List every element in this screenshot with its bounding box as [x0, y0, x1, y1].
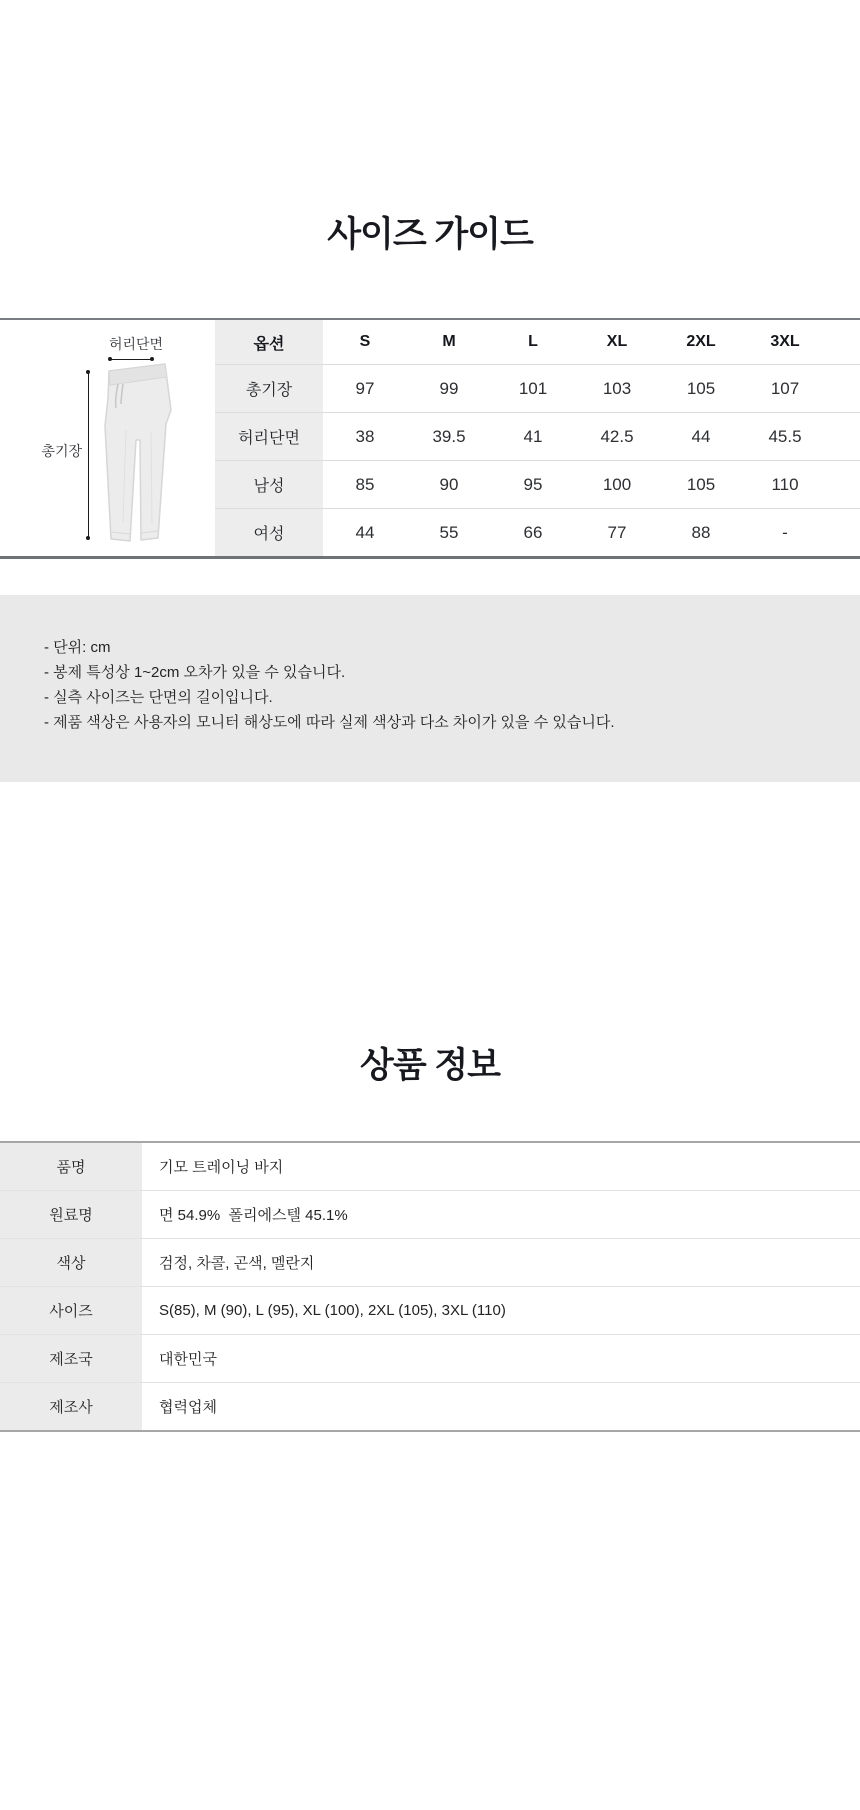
size-value-cell: 105 [659, 461, 743, 509]
info-label-cell: 원료명 [0, 1191, 142, 1239]
pants-illustration-icon [96, 360, 180, 546]
measure-dot [86, 370, 90, 374]
size-value-cell: 77 [607, 522, 627, 542]
note-line: - 단위: cm [44, 639, 111, 656]
measure-dot [108, 357, 112, 361]
info-row-product-name [0, 1142, 860, 1191]
size-guide-section [0, 318, 860, 559]
size-table-header-row [215, 320, 860, 365]
size-table-row-waist [215, 413, 860, 461]
size-value-cell: 99 [407, 365, 491, 413]
length-measure-line [88, 372, 89, 538]
size-filler-cell [827, 461, 860, 509]
size-value-cell: 55 [439, 522, 459, 542]
size-header-cell: 3XL [743, 320, 827, 365]
size-value-cell: 66 [523, 522, 543, 542]
product-info-table [0, 1141, 860, 1432]
info-label-cell: 제조국 [0, 1335, 142, 1383]
info-label-cell: 사이즈 [0, 1287, 142, 1335]
note-line: - 제품 색상은 사용자의 모니터 해상도에 따라 실제 색상과 다소 차이가 있을 수 있습니다. [44, 714, 615, 731]
size-guide-title: 사이즈 가이드 [327, 215, 533, 254]
size-value-cell: 97 [323, 365, 407, 413]
size-table-row-women [215, 509, 860, 557]
size-header-cell: 2XL [659, 320, 743, 365]
size-value-cell: 101 [491, 365, 575, 413]
size-value-cell: 90 [407, 461, 491, 509]
size-row-label-cell: 남성 [215, 461, 323, 509]
size-filler-cell [827, 365, 860, 413]
waist-dimension-label: 허리단면 [108, 336, 164, 352]
note-line: - 봉제 특성상 1~2cm 오차가 있을 수 있습니다. [44, 664, 346, 681]
info-value-cell: 협력업체 [159, 1399, 217, 1416]
size-value-cell: 38 [323, 413, 407, 461]
pants-measure-diagram [0, 320, 215, 562]
size-header-cell: XL [575, 320, 659, 365]
size-filler-cell [827, 413, 860, 461]
info-value-cell: 기모 트레이닝 바지 [142, 1142, 860, 1191]
waist-measure-line [110, 359, 152, 360]
info-value-cell: S(85), M (90), L (95), XL (100), 2XL (105), 3XL (110) [142, 1287, 860, 1335]
measure-dot [86, 536, 90, 540]
info-value-cell: 검정, 차콜, 곤색, 멜란지 [142, 1239, 860, 1287]
info-row-size [0, 1287, 860, 1335]
size-row-label-cell: 총기장 [215, 365, 323, 413]
size-value-cell: 85 [323, 461, 407, 509]
product-info-title: 상품 정보 [360, 1046, 500, 1085]
size-value-cell: 88 [691, 522, 711, 542]
size-value-cell: 110 [743, 461, 827, 509]
info-value-cell: 면 54.9% 폴리에스텔 45.1% [142, 1191, 860, 1239]
size-value-cell: - [782, 522, 788, 542]
info-label-cell: 품명 [0, 1142, 142, 1191]
info-row-material [0, 1191, 860, 1239]
size-value-cell: 103 [575, 365, 659, 413]
size-table-row-men [215, 461, 860, 509]
info-row-color [0, 1239, 860, 1287]
size-option-header-cell: 옵션 [215, 320, 323, 365]
info-label-cell: 제조사 [0, 1383, 142, 1432]
size-guide-notes [0, 595, 860, 782]
measure-dot [150, 357, 154, 361]
size-table-row-total-length [215, 365, 860, 413]
info-label-cell: 색상 [0, 1239, 142, 1287]
size-value-cell: 105 [659, 365, 743, 413]
size-filler-cell [827, 509, 860, 557]
size-value-cell: 100 [575, 461, 659, 509]
info-row-country [0, 1335, 860, 1383]
size-header-cell: L [491, 320, 575, 365]
size-header-cell: S [323, 320, 407, 365]
size-value-cell: 45.5 [743, 413, 827, 461]
size-value-cell: 39.5 [407, 413, 491, 461]
size-header-filler-cell [827, 320, 860, 365]
size-header-cell: M [407, 320, 491, 365]
size-value-cell: 107 [743, 365, 827, 413]
length-dimension-label: 총기장 [41, 443, 82, 459]
size-value-cell: 44 [659, 413, 743, 461]
info-value-cell: 대한민국 [142, 1335, 860, 1383]
size-row-label-cell: 허리단면 [215, 413, 323, 461]
size-value-cell: 95 [491, 461, 575, 509]
size-row-label-cell: 여성 [215, 509, 323, 557]
info-row-manufacturer [0, 1383, 860, 1432]
size-guide-table [215, 320, 860, 556]
size-value-cell: 42.5 [575, 413, 659, 461]
size-value-cell: 44 [355, 522, 375, 542]
size-value-cell: 41 [491, 413, 575, 461]
note-line: - 실측 사이즈는 단면의 길이입니다. [44, 689, 273, 706]
